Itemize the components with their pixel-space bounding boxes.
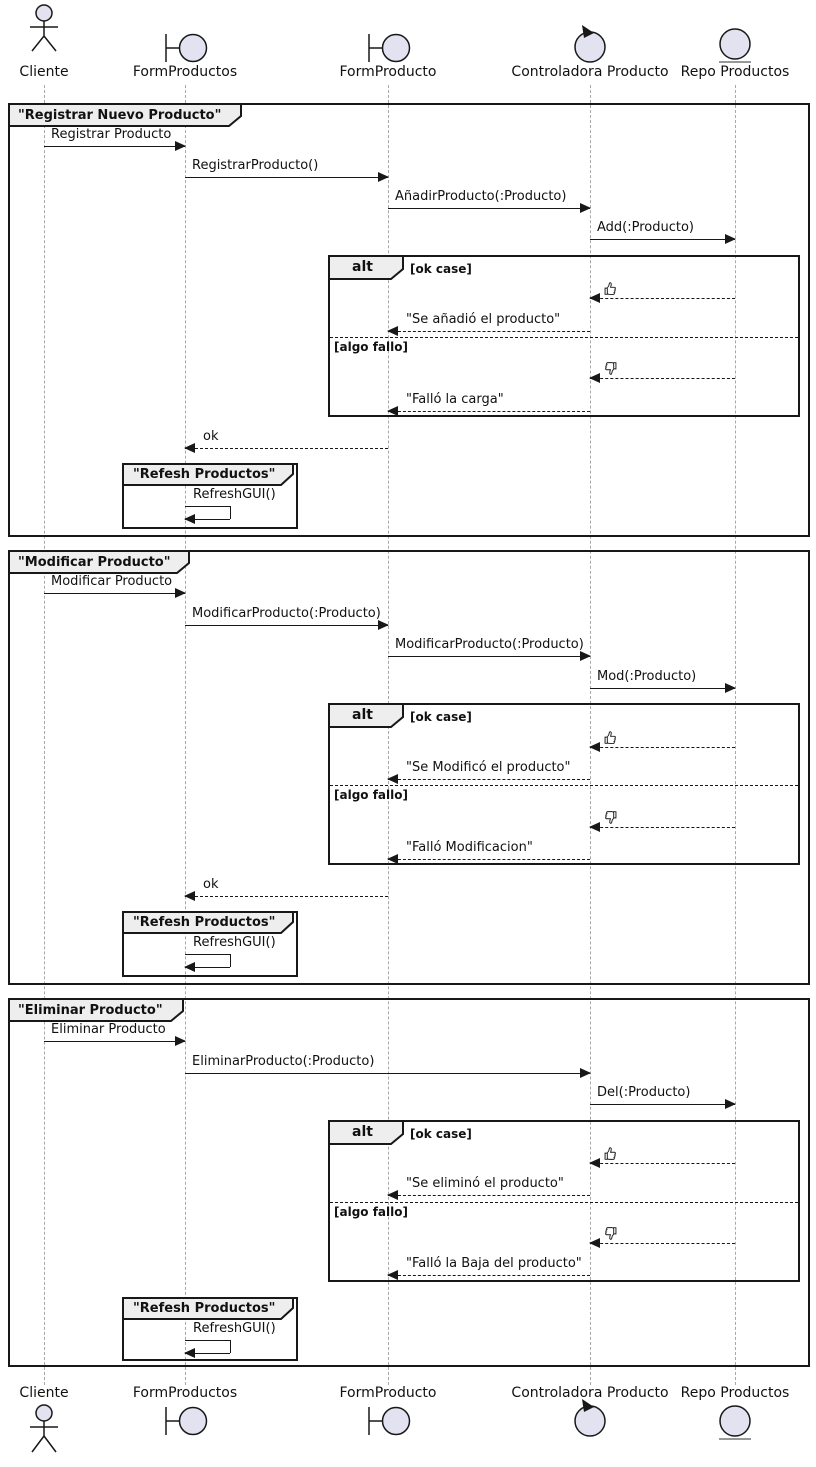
participant-label-formproducto-bottom: FormProducto bbox=[339, 1385, 437, 1401]
group-title: "Refesh Productos" bbox=[133, 915, 276, 930]
participant-label-formproductos: FormProductos bbox=[132, 64, 238, 80]
alt-operator: alt bbox=[352, 1124, 373, 1140]
thumbs-up-icon bbox=[603, 281, 618, 296]
boundary-icon bbox=[361, 33, 413, 65]
frame-title: "Modificar Producto" bbox=[18, 555, 171, 570]
self-msg-refreshgui-2: RefreshGUI() bbox=[185, 954, 231, 968]
control-icon bbox=[572, 1398, 616, 1438]
participant-label-cliente-bottom: Cliente bbox=[19, 1385, 69, 1401]
sequence-diagram: Cliente FormProductos FormProducto Controladora Producto Repo Productos "Registrar Nuevo Producto" alt [ok case] [algo fallo] "Refesh Productos" Registrar Producto RegistrarProducto() AñadirProducto(:Producto) Add(:Producto) "Se añadió el producto" "Falló la carga" ok RefreshGUI() "Modificar Producto" alt [ok case] [algo fallo] "Refesh Productos" Modificar Producto ModificarProducto(:Producto) ModificarProducto(:Producto) Mod(:Producto) "Se Modificó el producto" "Falló Modificacion" ok RefreshGUI() "Eliminar Producto" alt [ok case] [algo fallo] "Refesh Productos" Eliminar Producto EliminarProducto(:Producto) Del(:Producto) "Se eliminó el producto" "Falló la Baja del producto" RefreshGUI() Cliente FormProductos FormProducto Controladora Producto Repo Productos bbox=[0, 0, 816, 1467]
alt-divider bbox=[330, 1202, 798, 1219]
alt-guard-ok: [ok case] bbox=[410, 1127, 472, 1141]
thumbs-up-icon bbox=[603, 1146, 618, 1161]
alt-guard-fail: [algo fallo] bbox=[334, 1205, 408, 1219]
alt-operator: alt bbox=[352, 259, 373, 275]
alt-divider bbox=[330, 785, 798, 802]
alt-fragment-2 bbox=[328, 703, 800, 865]
participant-label-formproducto: FormProducto bbox=[339, 64, 437, 80]
thumbs-down-icon bbox=[603, 810, 618, 825]
boundary-icon bbox=[158, 33, 210, 65]
alt-operator: alt bbox=[352, 707, 373, 723]
thumbs-up-icon bbox=[603, 730, 618, 745]
alt-guard-ok: [ok case] bbox=[410, 262, 472, 276]
alt-guard-fail: [algo fallo] bbox=[334, 340, 408, 354]
participant-label-repo-bottom: Repo Productos bbox=[680, 1385, 790, 1401]
frame-title: "Registrar Nuevo Producto" bbox=[18, 108, 222, 123]
entity-icon bbox=[717, 1404, 753, 1442]
thumbs-down-icon bbox=[603, 1226, 618, 1241]
control-icon bbox=[572, 24, 616, 64]
alt-guard-ok: [ok case] bbox=[410, 710, 472, 724]
entity-icon bbox=[717, 27, 753, 65]
thumbs-down-icon bbox=[603, 361, 618, 376]
boundary-icon bbox=[361, 1406, 413, 1438]
boundary-icon bbox=[158, 1406, 210, 1438]
participant-label-cliente: Cliente bbox=[19, 64, 69, 80]
self-msg-refreshgui-1: RefreshGUI() bbox=[185, 506, 231, 520]
participant-label-repo: Repo Productos bbox=[680, 64, 790, 80]
participant-label-formproductos-bottom: FormProductos bbox=[132, 1385, 238, 1401]
participant-label-controladora-bottom: Controladora Producto bbox=[511, 1385, 669, 1401]
alt-guard-fail: [algo fallo] bbox=[334, 788, 408, 802]
group-title: "Refesh Productos" bbox=[133, 467, 276, 482]
actor-icon bbox=[24, 3, 64, 59]
actor-icon bbox=[24, 1404, 64, 1467]
alt-fragment-1 bbox=[328, 255, 800, 417]
alt-divider bbox=[330, 337, 798, 354]
self-msg-refreshgui-3: RefreshGUI() bbox=[185, 1340, 231, 1354]
frame-title: "Eliminar Producto" bbox=[18, 1003, 163, 1018]
group-title: "Refesh Productos" bbox=[133, 1301, 276, 1316]
participant-label-controladora: Controladora Producto bbox=[511, 64, 669, 80]
